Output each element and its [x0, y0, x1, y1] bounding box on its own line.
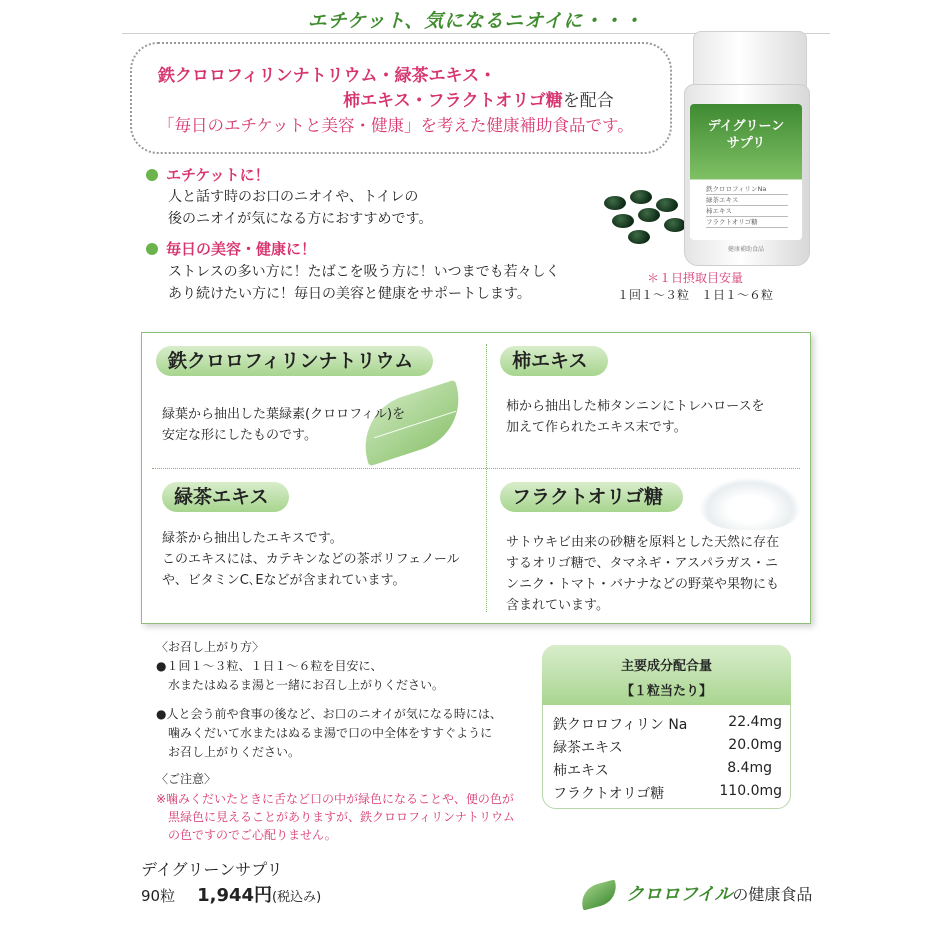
caution-text	[156, 790, 515, 844]
bottle-ingredient: 鉄クロロフィリンNa	[706, 184, 788, 195]
bottle-ingredient: フラクトオリゴ糖	[706, 217, 788, 228]
intro-line-3: 「毎日のエチケットと美容・健康」を考えた健康補助食品です。	[158, 116, 634, 135]
usage-section	[156, 638, 502, 789]
desc-line: このエキスには、カテキンなどの茶ポリフェノール	[162, 552, 460, 567]
pill-image	[628, 230, 650, 244]
ingredient-desc-persimmon	[506, 396, 764, 438]
composition-row-name: 鉄クロロフィリン Na	[553, 717, 688, 733]
ingredient-desc-fructooligo	[506, 532, 779, 616]
product-name: デイグリーンサプリ	[141, 860, 283, 879]
tax-note: (税込み)	[272, 890, 322, 905]
desc-line: 緑葉から抽出した葉緑素(クロロフィル)を	[162, 407, 406, 422]
bottle-name-line: サプリ	[726, 136, 766, 151]
usage-heading: 〈お召し上がり方〉	[156, 640, 265, 654]
bottle-cap-image	[693, 31, 807, 89]
bullet-line: 人と話す時のお口のニオイや、トイレの	[168, 189, 419, 205]
ingredient-title-fructooligo: フラクトオリゴ糖	[500, 482, 683, 512]
desc-line: サトウキビ由来の砂糖を原料とした天然に存在	[506, 535, 780, 550]
composition-row-name: 柿エキス	[553, 763, 609, 779]
ingredient-desc-green-tea	[162, 528, 460, 591]
desc-line: や、ビタミンC､Eなどが含まれています。	[162, 573, 406, 588]
bullet-text-etiquette	[168, 186, 432, 230]
product-count: 90粒	[141, 887, 176, 905]
desc-line: 加えて作られたエキス末です。	[506, 420, 687, 435]
caution-line: の色ですのでご心配りません。	[168, 828, 337, 842]
bullet-heading-text: 毎日の美容・健康に！	[166, 240, 317, 258]
desc-line: 緑茶から抽出したエキスです。	[162, 531, 343, 546]
desc-line: ンニク・トマト・バナナなどの野菜や果物にも	[506, 577, 780, 592]
sugar-image	[700, 478, 800, 530]
ingredient-title-persimmon: 柿エキス	[500, 346, 608, 376]
bullet-dot-icon	[146, 169, 158, 181]
ingredient-title-green-tea: 緑茶エキス	[162, 482, 289, 512]
ingredient-title-chlorophyllin: 鉄クロロフィリンナトリウム	[156, 346, 433, 376]
bullet-line: あり続けたい方に！毎日の美容と健康をサポートします。	[168, 286, 531, 302]
usage-line: ●人と会う前や食事の後など、お口のニオイが気になる時には、	[156, 707, 502, 721]
bottle-product-name	[690, 118, 802, 152]
composition-subtitle: 【１粒当たり】	[620, 684, 712, 699]
bottle-small-label: 健康補助食品	[727, 246, 764, 253]
brand-leaf-logo	[578, 879, 620, 910]
desc-line: するオリゴ糖で、タマネギ・アスパラガス・ニ	[506, 556, 778, 571]
caution-line: 黒緑色に見えることがありますが、鉄クロロフィリンナトリウム	[168, 810, 515, 824]
grid-divider	[152, 468, 800, 469]
brand-rest: の健康食品	[732, 885, 813, 904]
bullet-heading-text: エチケットに！	[166, 166, 270, 184]
composition-row-amount: 8.4mg	[727, 760, 772, 776]
caution-line: ※噛みくだいたときに舌など口の中が緑色になることや、便の色が	[156, 792, 514, 806]
bullet-text-beauty	[168, 261, 560, 305]
pill-image	[638, 208, 660, 222]
usage-line: ●１回１〜３粒、１日１〜６粒を目安に、	[156, 659, 383, 673]
spacer	[156, 762, 502, 770]
intro-line-2-plain: を配合	[562, 91, 614, 111]
product-price: 1,944円	[197, 885, 273, 906]
composition-row-amount: 22.4mg	[728, 714, 782, 730]
price-line	[141, 881, 321, 907]
desc-line: 安定な形にしたものです。	[162, 428, 317, 443]
bullet-heading-etiquette	[146, 164, 270, 185]
composition-row-name: 緑茶エキス	[553, 740, 623, 756]
ingredient-desc-chlorophyllin	[162, 404, 405, 446]
usage-line: 噛みくだいて水またはぬるま湯で口の中全体をすすぐように	[168, 726, 493, 740]
bullet-dot-icon	[146, 243, 158, 255]
pill-image	[604, 196, 626, 210]
pill-image	[612, 214, 634, 228]
bottle-ingredients	[706, 184, 788, 228]
intake-note-amount: １回１〜３粒 １日１〜６粒	[616, 288, 773, 302]
desc-line: 含まれています。	[506, 598, 609, 613]
intro-line-1: 鉄クロロフィリンナトリウム・緑茶エキス・	[158, 66, 497, 86]
headline: エチケット、気になるニオイに・・・	[307, 10, 644, 32]
composition-row-amount: 110.0mg	[719, 783, 782, 799]
pill-image	[630, 190, 652, 204]
desc-line: 柿から抽出した柿タンニンにトレハロースを	[506, 399, 765, 414]
spacer	[156, 695, 502, 705]
intake-note-heading: ＊１日摂取目安量	[646, 271, 743, 285]
pill-image	[656, 198, 678, 212]
composition-row-name: フラクトオリゴ糖	[553, 786, 665, 802]
brand-kuro: クロロフイル	[626, 884, 733, 905]
composition-row-amount: 20.0mg	[728, 737, 782, 753]
bullet-line: ストレスの多い方に！たばこを吸う方に！いつまでも若々しく	[168, 264, 560, 280]
bullet-line: 後のニオイが気になる方におすすめです。	[168, 211, 433, 227]
brand-text	[626, 880, 812, 906]
usage-line: 水またはぬるま湯と一緒にお召し上がりください。	[168, 678, 445, 692]
bottle-ingredient: 柿エキス	[706, 206, 788, 217]
intro-line-2-bold: 柿エキス・フラクトオリゴ糖	[343, 91, 563, 111]
intake-note	[600, 270, 790, 304]
caution-heading: 〈ご注意〉	[156, 772, 217, 786]
usage-line: お召し上がりください。	[168, 745, 301, 759]
intro-line-2	[343, 86, 614, 111]
composition-title: 主要成分配合量	[620, 659, 712, 674]
pill-image	[664, 218, 686, 232]
bottle-name-line: デイグリーン	[707, 119, 785, 134]
bullet-heading-beauty	[146, 238, 316, 259]
grid-divider	[486, 344, 487, 612]
bottle-ingredient: 緑茶エキス	[706, 195, 788, 206]
